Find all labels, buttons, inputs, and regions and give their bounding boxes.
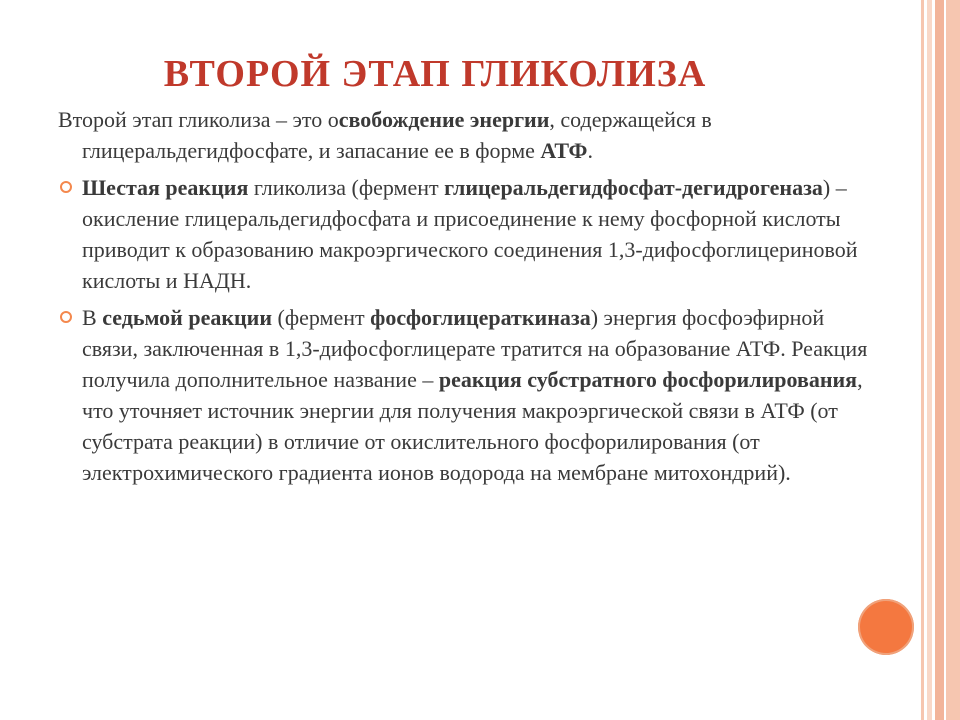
bullet2-enzyme: фосфоглицераткиназа <box>370 305 591 330</box>
slide-title: ВТОРОЙ ЭТАП ГЛИКОЛИЗА <box>163 53 707 95</box>
decor-orange-circle <box>858 599 914 655</box>
bullet1-text-1: гликолиза (фермент <box>248 175 445 200</box>
intro-text-2: , содержащейся в глицеральдегидфосфате, и запасание ее в форме <box>82 107 712 163</box>
decor-stripe-1 <box>921 0 924 720</box>
bullet-circle-icon <box>60 181 72 193</box>
bullet1-text-2: ) – окисление глицеральдегидфосфата и присоединение к нему фосфорной кислоты приводит к образованию макроэргического соединения 1,3-дифосфоглицериновой кислоты и НАДН. <box>82 175 858 293</box>
bullet2-text-2: ) энергия фосфоэфирной связи, заключенная в 1,3-дифосфоглицерате тратится на образование АТФ. Реакция получила дополнительное название – <box>82 305 868 392</box>
bullet2-text-3: , что уточняет источник энергии для получения макроэргической связи в АТФ (от субстрата реакции) в отличие от окислительного фосфорилирования (от электрохимического градиента ионов водорода на мембране митохондрий). <box>82 367 863 485</box>
bullet1-enzyme: глицеральдегидфосфат-дегидрогеназа <box>444 175 823 200</box>
slide-body <box>58 104 873 494</box>
intro-suffix: . <box>587 138 593 163</box>
intro-emphasis-atp: АТФ <box>540 138 588 163</box>
intro-paragraph <box>58 104 873 166</box>
decor-stripe-2 <box>927 0 932 720</box>
bullet2-text-0: В <box>82 305 103 330</box>
decor-stripe-3 <box>935 0 944 720</box>
bullet-item-sixth-reaction <box>58 172 873 296</box>
bullet2-term-2: реакция субстратного фосфорилирования <box>438 367 858 392</box>
intro-emphasis: свобождение энергии <box>338 107 550 132</box>
bullet-item-seventh-reaction <box>58 302 873 488</box>
bullet2-term: седьмой реакции <box>102 305 273 330</box>
bullet1-term: Шестая реакция <box>82 175 249 200</box>
bullet-circle-icon <box>60 311 72 323</box>
bullet2-text-1: (фермент <box>272 305 371 330</box>
intro-text: Второй этап гликолиза – это о <box>58 107 339 132</box>
decor-stripe-4 <box>946 0 960 720</box>
